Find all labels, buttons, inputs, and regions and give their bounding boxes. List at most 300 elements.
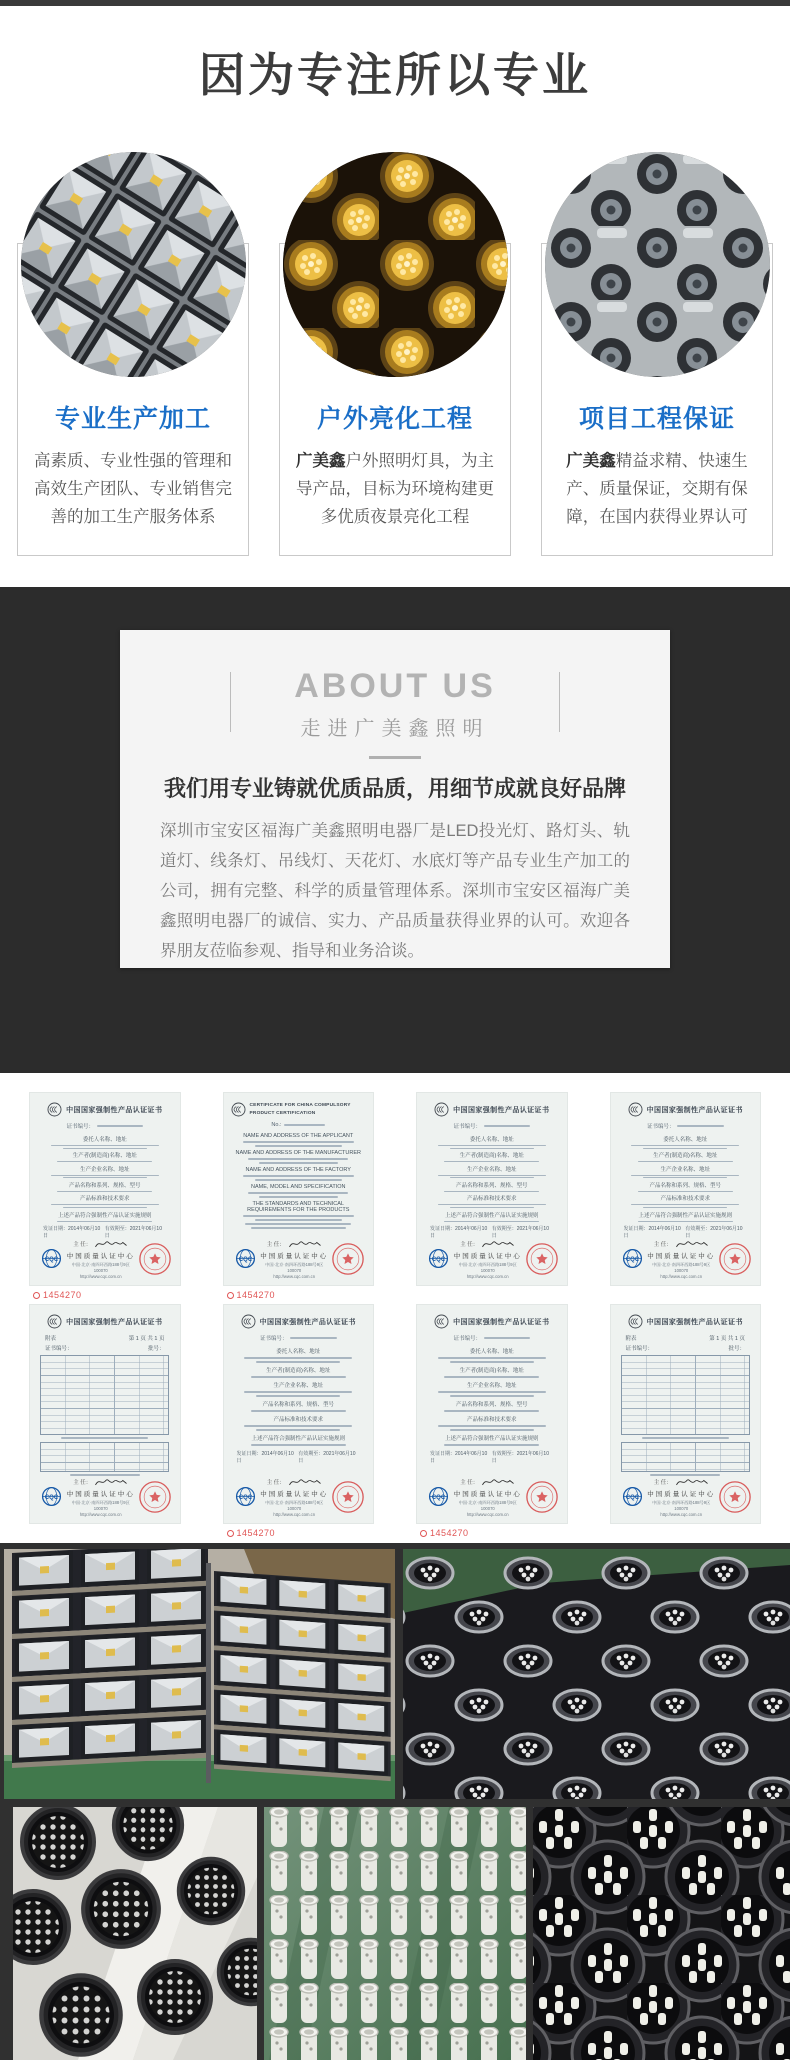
svg-text:CQC: CQC <box>625 1494 639 1501</box>
signature-row <box>259 1476 331 1488</box>
serial-cell <box>224 1290 374 1300</box>
cert-section-label: 产品标准和技术要求 <box>660 1196 710 1203</box>
scan-text-bar <box>61 1437 148 1439</box>
certifier-website: http://www.cqc.com.cn <box>79 1512 122 1517</box>
cert-section-label: NAME AND ADDRESS OF THE MANUFACTURER <box>235 1150 361 1156</box>
director-label: 主 任： <box>653 1242 672 1249</box>
brand-name: 广美鑫 <box>296 452 346 470</box>
cqc-logo-icon <box>41 1486 62 1507</box>
cert-section-label: 生产企业名称、地址 <box>466 1383 517 1389</box>
scan-text-bar <box>643 1207 727 1208</box>
scan-text-bar <box>244 1357 352 1359</box>
feature-body <box>292 447 498 531</box>
serial-ring-icon <box>33 1292 40 1299</box>
cert-section-label: 产品标准和技术要求 <box>273 1417 323 1423</box>
cert-section-label: 产品名称和系列、规格、型号 <box>455 1402 528 1408</box>
scan-text-bar <box>255 1219 342 1221</box>
scan-text-bar <box>251 1444 346 1446</box>
cqc-logo-icon <box>41 1248 62 1269</box>
serial-cell <box>30 1290 180 1300</box>
signature-icon <box>481 1238 515 1250</box>
certificate-signature-block <box>452 1476 524 1517</box>
scan-text-bar <box>97 1125 143 1127</box>
red-stamp-icon <box>138 1242 172 1276</box>
scan-text-bar <box>438 1391 546 1393</box>
issue-date: 发证日期：2014年06月10日 <box>430 1226 488 1240</box>
scan-text-bar <box>450 1429 534 1431</box>
certificate-row-2 <box>30 1305 760 1523</box>
signature-icon <box>288 1238 322 1250</box>
certifier-address: 中国·北京·南四环西路188号9区 100070 <box>71 1262 130 1274</box>
cert-section-label: 产品名称和系列、规格、型号 <box>262 1402 334 1408</box>
scan-text-bar <box>450 1207 534 1208</box>
certificate-header <box>424 1314 560 1329</box>
feature-heading: 专业生产加工 <box>54 405 211 433</box>
scan-text-bar <box>248 1158 348 1160</box>
photo-floodlight-racks <box>4 1549 395 1799</box>
cqc-logo-icon <box>428 1486 449 1507</box>
director-label: 主 任： <box>266 1242 285 1248</box>
certifier-address: 中国·北京·南四环西路188号9区 100070 <box>652 1500 711 1511</box>
cert-section-label: 委托人名称、地址 <box>663 1137 708 1143</box>
scan-text-bar <box>638 1221 733 1222</box>
white-tube-lights-illustration <box>264 1807 526 2060</box>
certificate-signature-block <box>65 1476 137 1517</box>
scan-text-bar <box>243 1141 354 1143</box>
certificate-card <box>417 1093 567 1285</box>
certificate-card <box>611 1305 761 1523</box>
certificate-header <box>231 1102 367 1117</box>
red-stamp-icon <box>718 1242 752 1276</box>
svg-text:CQC: CQC <box>238 1256 252 1263</box>
cert-section-label: 产品标准和技术要求 <box>466 1417 517 1423</box>
certificate-header <box>618 1314 754 1329</box>
scan-text-bar <box>256 1395 340 1397</box>
serial-ring-icon <box>227 1292 234 1299</box>
expiry-date: 有效期至：2021年06月10日 <box>491 1226 549 1240</box>
scan-text-bar <box>444 1161 539 1162</box>
downlight-housings-illustration <box>533 1807 790 2060</box>
cert-section-label: 生产者(制造商)名称、地址 <box>459 1368 524 1374</box>
photo-downlight-housings <box>533 1807 790 2060</box>
cert-dates-row <box>231 1450 367 1464</box>
scan-text-bar <box>57 1161 152 1162</box>
appendix-meta-row <box>37 1334 173 1342</box>
signature-icon <box>94 1238 128 1250</box>
certificate-footer <box>37 1477 173 1517</box>
cert-no-label: 证书编号： <box>453 1336 481 1342</box>
cert-section-label: 委托人名称、地址 <box>276 1349 321 1355</box>
cert-section-label: THE STANDARDS AND TECHNICAL REQUIREMENTS FOR THE PRODUCTS <box>247 1201 350 1213</box>
cert-section-label: 生产企业名称、地址 <box>273 1383 323 1389</box>
cert-section-label: 生产者(制造商)名称、地址 <box>459 1153 524 1160</box>
red-stamp-icon <box>138 1480 172 1514</box>
scan-text-bar <box>251 1227 346 1229</box>
certificate-card <box>30 1305 180 1523</box>
svg-text:CQC: CQC <box>238 1494 252 1501</box>
divider <box>369 756 421 759</box>
certificate-footer <box>618 1239 754 1279</box>
scan-text-bar <box>256 1361 340 1363</box>
cert-section-label: 生产者(制造商)名称、地址 <box>72 1153 137 1160</box>
signature-icon <box>675 1238 709 1250</box>
cert-section-label: 产品名称和系列、规格、型号 <box>455 1182 528 1189</box>
certifier-website: http://www.cqc.com.cn <box>466 1512 509 1517</box>
certificate-footer <box>618 1477 754 1517</box>
certifier-name: 中国质量认证中心 <box>453 1253 522 1261</box>
cert-section-label: 产品名称和系列、规格、型号 <box>649 1182 721 1189</box>
scan-text-bar <box>643 1148 727 1149</box>
red-stamp-icon <box>331 1480 365 1514</box>
scan-text-bar <box>444 1376 539 1378</box>
cert-section-label: NAME AND ADDRESS OF THE FACTORY <box>245 1167 351 1173</box>
cert-no-label: 证书编号： <box>259 1336 288 1342</box>
scan-text-bar <box>438 1175 546 1176</box>
scan-text-bar <box>251 1376 346 1378</box>
cylinder-housings-illustration <box>403 1549 790 1799</box>
certificate-signature-block <box>646 1476 718 1517</box>
photo-row-1 <box>0 1549 790 1799</box>
specification-table <box>40 1355 169 1435</box>
issue-date: 发证日期：2014年06月10日 <box>236 1451 294 1464</box>
cert-section-label: 委托人名称、地址 <box>82 1137 127 1143</box>
feature-photo-glowing-lamps <box>283 152 508 377</box>
serial-cell <box>224 1528 374 1538</box>
cqc-logo-icon <box>622 1486 643 1507</box>
certifier-name: 中国质量认证中心 <box>260 1253 329 1260</box>
cert-section-label: 生产企业名称、地址 <box>660 1166 710 1173</box>
signature-icon <box>288 1476 322 1488</box>
photo-row-2 <box>0 1807 790 2060</box>
certifier-address: 中国·北京·南四环西路188号9区 100070 <box>458 1500 517 1511</box>
scan-text-bar <box>251 1410 346 1412</box>
left-divider-bar <box>230 672 231 732</box>
scan-text-bar <box>631 1145 739 1146</box>
scan-text-bar <box>438 1357 546 1359</box>
photo-round-par-lights <box>13 1807 257 2060</box>
certificate-header <box>37 1314 173 1329</box>
cqc-logo-icon <box>235 1486 256 1507</box>
cert-no-label: 证书编号： <box>453 1124 481 1130</box>
certificate-footer <box>231 1477 367 1517</box>
certificate-card <box>611 1093 761 1285</box>
scan-text-bar <box>259 1162 338 1164</box>
serial-number: 1454270 <box>236 1528 276 1538</box>
certifier-website: http://www.cqc.com.cn <box>660 1274 703 1280</box>
certificate-signature-block <box>646 1238 718 1279</box>
serial-number: 1454270 <box>43 1290 82 1300</box>
director-label: 主 任： <box>460 1242 479 1249</box>
certificate-header <box>231 1314 367 1329</box>
scan-text-bar <box>63 1148 147 1149</box>
scan-text-bar <box>259 1196 338 1198</box>
cert-dates-row <box>424 1225 560 1239</box>
certifier-name: 中国质量认证中心 <box>260 1491 329 1498</box>
signature-row <box>259 1238 331 1250</box>
feature-text: 户外照明灯具，为主导产品，目标为环境构建更多优质夜景亮化工程 <box>296 452 494 526</box>
certificate-title: 中国国家强制性产品认证证书 <box>646 1106 743 1114</box>
cert-section-label: NAME, MODEL AND SPECIFICATION <box>251 1184 346 1190</box>
cert-dates-row <box>618 1225 754 1239</box>
scan-text-bar <box>638 1161 733 1162</box>
cert-section-label: 上述产品符合强制性产品认证实施规则 <box>57 1212 152 1219</box>
scan-text-bar <box>63 1177 147 1178</box>
scan-text-bar <box>450 1395 534 1397</box>
feature-outdoor-lighting <box>279 152 511 556</box>
page-title: 因为专注所以专业 <box>199 49 591 101</box>
certificate-card <box>224 1093 374 1285</box>
factory-photos-section <box>0 1543 790 2060</box>
scan-text-bar <box>643 1177 727 1178</box>
scan-text-bar <box>642 1437 729 1439</box>
certifier-name: 中国质量认证中心 <box>66 1491 135 1498</box>
certificate-header <box>424 1102 560 1117</box>
signature-row <box>646 1238 718 1250</box>
svg-text:CQC: CQC <box>44 1256 59 1263</box>
certificate-signature-block <box>65 1238 137 1279</box>
ratings-table <box>40 1442 169 1472</box>
about-section <box>0 587 790 1073</box>
scan-text-bar <box>57 1191 152 1192</box>
certificate-header <box>618 1102 754 1117</box>
scan-text-bar <box>51 1145 159 1146</box>
certificate-card <box>417 1305 567 1523</box>
certifier-website: http://www.cqc.com.cn <box>660 1512 703 1517</box>
ccc-mark-icon <box>434 1102 449 1117</box>
specification-table <box>621 1355 750 1435</box>
scan-text-bar <box>256 1429 340 1431</box>
cert-no-label: 证书编号： <box>625 1346 654 1352</box>
red-stamp-icon <box>331 1242 365 1276</box>
appendix-number-row <box>618 1344 754 1352</box>
scan-text-bar <box>444 1444 539 1446</box>
scan-text-bar <box>243 1175 354 1177</box>
signature-row <box>452 1476 524 1488</box>
scan-text-bar <box>631 1175 739 1176</box>
certificate-card <box>224 1305 374 1523</box>
scan-text-bar <box>244 1391 352 1393</box>
certifier-address: 中国·北京·南四环西路188号9区 100070 <box>652 1262 711 1274</box>
cert-section-label: NAME AND ADDRESS OF THE APPLICANT <box>243 1133 354 1139</box>
certificate-title: 中国国家强制性产品认证证书 <box>646 1318 743 1326</box>
serial-row-1 <box>30 1285 760 1305</box>
cert-section-label: 委托人名称、地址 <box>469 1349 514 1355</box>
batch-label: 批号： <box>147 1346 165 1352</box>
issue-date: 发证日期：2014年06月10日 <box>430 1451 488 1464</box>
cert-section-label: 产品标准和技术要求 <box>466 1196 517 1203</box>
feature-guarantee <box>541 152 773 556</box>
appendix-number-row <box>37 1344 173 1352</box>
director-label: 主 任： <box>73 1480 92 1486</box>
lamp-housings-illustration <box>545 152 770 377</box>
red-stamp-icon <box>718 1480 752 1514</box>
signature-row <box>452 1238 524 1250</box>
certificate-title: 中国国家强制性产品认证证书 <box>66 1318 163 1326</box>
scan-text-bar <box>243 1215 354 1217</box>
svg-text:CQC: CQC <box>625 1256 639 1263</box>
scan-text-bar <box>284 1124 325 1126</box>
ccc-mark-icon <box>628 1314 643 1329</box>
certifier-website: http://www.cqc.com.cn <box>273 1512 316 1517</box>
scan-text-bar <box>450 1148 534 1149</box>
page-label: 第 1 页 共 1 页 <box>709 1336 745 1342</box>
cert-section-label: 生产者(制造商)名称、地址 <box>653 1153 718 1160</box>
ccc-mark-icon <box>628 1102 643 1117</box>
cert-dates-row <box>37 1225 173 1239</box>
cert-section-label: 产品标准和技术要求 <box>79 1196 130 1203</box>
certifier-website: http://www.cqc.com.cn <box>273 1274 316 1279</box>
scan-text-bar <box>444 1191 539 1192</box>
scan-text-bar <box>444 1410 539 1412</box>
signature-row <box>646 1476 718 1488</box>
ccc-mark-icon <box>434 1314 449 1329</box>
cqc-logo-icon <box>622 1248 643 1269</box>
brand-name: 广美鑫 <box>566 452 616 470</box>
feature-text: 高素质、专业性强的管理和高效生产团队、专业销售完善的加工生产服务体系 <box>34 452 232 526</box>
scan-text-bar <box>255 1179 342 1181</box>
cert-number-line <box>37 1122 173 1130</box>
cert-dates-row <box>424 1450 560 1464</box>
serial-ring-icon <box>420 1530 427 1537</box>
scan-text-bar <box>245 1223 351 1225</box>
certificate-title: 中国国家强制性产品认证证书 <box>66 1106 163 1114</box>
photo-cylinder-housings <box>403 1549 790 1799</box>
certifier-website: http://www.cqc.com.cn <box>466 1274 509 1280</box>
certificate-footer <box>37 1239 173 1279</box>
serial-row-2 <box>30 1523 760 1543</box>
scan-text-bar <box>244 1425 352 1427</box>
cert-number-line <box>424 1122 560 1130</box>
svg-text:CQC: CQC <box>44 1494 59 1501</box>
scan-text-bar <box>484 1337 530 1339</box>
certifier-address: 中国·北京·南四环西路188号9区 100070 <box>265 1262 324 1273</box>
cert-section-label: 委托人名称、地址 <box>469 1137 514 1143</box>
batch-label: 批号： <box>728 1346 745 1352</box>
right-divider-bar <box>559 672 560 732</box>
cert-section-label: 产品名称和系列、规格、型号 <box>68 1182 141 1189</box>
scan-text-bar <box>450 1177 534 1178</box>
appendix-label: 附表 <box>625 1336 637 1342</box>
certifier-name: 中国质量认证中心 <box>453 1491 522 1498</box>
certifier-name: 中国质量认证中心 <box>66 1253 135 1261</box>
certificate-title: 中国国家强制性产品认证证书 <box>259 1318 356 1326</box>
serial-cell <box>417 1528 567 1538</box>
serial-number: 1454270 <box>430 1528 469 1538</box>
appendix-meta-row <box>618 1334 754 1342</box>
appendix-label: 附表 <box>45 1336 57 1342</box>
scan-text-bar <box>51 1175 159 1176</box>
svg-text:CQC: CQC <box>431 1256 446 1263</box>
about-title-cn: 走进广美鑫照明 <box>300 718 490 740</box>
feature-body <box>554 447 760 531</box>
signature-icon <box>94 1476 128 1488</box>
expiry-date: 有效期至：2021年06月10日 <box>685 1226 743 1240</box>
scan-text-bar <box>248 1192 348 1194</box>
expiry-date: 有效期至：2021年06月10日 <box>104 1226 162 1240</box>
feature-body <box>30 447 236 531</box>
svg-text:CQC: CQC <box>431 1494 446 1501</box>
signature-icon <box>481 1476 515 1488</box>
ccc-mark-icon <box>241 1314 256 1329</box>
feature-columns <box>0 152 790 556</box>
certificate-footer <box>231 1239 367 1279</box>
feature-heading: 项目工程保证 <box>578 405 735 433</box>
certifier-name: 中国质量认证中心 <box>647 1491 716 1498</box>
signature-row <box>65 1238 137 1250</box>
section-banner <box>0 6 790 108</box>
certificate-signature-block <box>452 1238 524 1279</box>
certificate-signature-block <box>259 1476 331 1517</box>
cert-section-label: 上述产品符合强制性产品认证实施规则 <box>444 1212 539 1219</box>
certifier-address: 中国·北京·南四环西路188号9区 100070 <box>458 1262 517 1274</box>
cert-no-label: No.: <box>271 1122 282 1128</box>
floodlight-grid-illustration <box>21 152 246 377</box>
feature-text: 精益求精、快速生产、质量保证，交期有保障，在国内获得业界认可 <box>566 452 748 526</box>
scan-text-bar <box>444 1221 539 1222</box>
certificate-row-1 <box>30 1093 760 1285</box>
scan-text-bar <box>450 1361 534 1363</box>
about-header <box>230 668 560 741</box>
about-slogan: 我们用专业铸就优质品质，用细节成就良好品牌 <box>163 776 626 801</box>
scan-text-bar <box>290 1337 336 1339</box>
expiry-date: 有效期至：2021年06月10日 <box>298 1451 356 1464</box>
scan-text-bar <box>484 1125 530 1127</box>
cqc-logo-icon <box>428 1248 449 1269</box>
ccc-mark-icon <box>47 1102 62 1117</box>
scan-text-bar <box>63 1207 147 1208</box>
cert-number-line <box>618 1122 754 1130</box>
certificates-section <box>0 1073 790 1543</box>
signature-icon <box>675 1476 709 1488</box>
director-label: 主 任： <box>266 1480 285 1486</box>
page-label: 第 1 页 共 1 页 <box>128 1336 165 1342</box>
scan-text-bar <box>631 1204 739 1205</box>
cert-number-line <box>231 1334 367 1342</box>
certifier-address: 中国·北京·南四环西路188号9区 100070 <box>265 1500 324 1511</box>
cert-section-label: 生产企业名称、地址 <box>79 1166 130 1173</box>
cert-no-label: 证书编号： <box>45 1346 73 1352</box>
scan-text-bar <box>438 1204 546 1205</box>
photo-white-tube-lights <box>264 1807 526 2060</box>
feature-heading: 户外亮化工程 <box>316 405 473 433</box>
round-par-lights-illustration <box>13 1807 257 2060</box>
floodlight-racks-illustration <box>4 1549 395 1799</box>
cert-section-label: 生产企业名称、地址 <box>466 1166 517 1173</box>
scan-text-bar <box>57 1221 152 1222</box>
scan-text-bar <box>438 1425 546 1427</box>
certifier-address: 中国·北京·南四环西路188号9区 100070 <box>71 1500 130 1511</box>
director-label: 主 任： <box>73 1242 92 1249</box>
ccc-mark-icon <box>231 1102 246 1117</box>
scan-text-bar <box>438 1145 546 1146</box>
scan-text-bar <box>677 1125 723 1127</box>
serial-ring-icon <box>227 1530 234 1537</box>
about-title-en: ABOUT US <box>294 667 496 705</box>
certificate-header <box>37 1102 173 1117</box>
director-label: 主 任： <box>460 1480 479 1486</box>
cqc-logo-icon <box>235 1248 256 1269</box>
about-card <box>120 630 670 968</box>
serial-number: 1454270 <box>236 1290 276 1300</box>
red-stamp-icon <box>525 1242 559 1276</box>
red-stamp-icon <box>525 1480 559 1514</box>
feature-photo-floodlight-grid <box>21 152 246 377</box>
scan-text-bar <box>255 1145 342 1147</box>
cert-section-label: 生产者(制造商)名称、地址 <box>266 1368 331 1374</box>
expiry-date: 有效期至：2021年06月10日 <box>491 1451 549 1464</box>
cert-section-label: 上述产品符合强制性产品认证实施规则 <box>638 1212 732 1219</box>
issue-date: 发证日期：2014年06月10日 <box>43 1226 101 1240</box>
